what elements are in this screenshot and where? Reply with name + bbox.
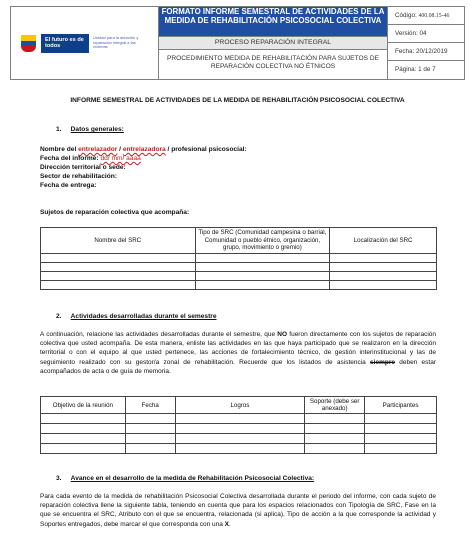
table-header: Soporte (debe ser anexado) [305, 397, 365, 414]
report-title: INFORME SEMESTRAL DE ACTIVIDADES DE LA MEDIDA DE REHABILITACIÓN PSICOSOCIAL COLECTIVA [70, 97, 405, 104]
form-title: FORMATO INFORME SEMESTRAL DE ACTIVIDADES DE LA MEDIDA DE REHABILITACIÓN PSICOSOCIAL COLECTIVA [159, 7, 387, 36]
section-3-heading: 3. Avance en el desarrollo de la medida de Rehabilitación Psicosocial Colectiva: [56, 475, 315, 482]
section-2-heading: 2. Actividades desarrolladas durante el semestre [56, 313, 217, 320]
table-header-row [41, 397, 437, 414]
table-row [41, 444, 437, 454]
table-cell[interactable] [195, 262, 330, 271]
table-header: Nombre del SRC [41, 228, 196, 254]
table-cell[interactable] [41, 280, 196, 289]
section-1-heading: 1. Datos generales: [56, 126, 124, 133]
table-cell[interactable] [305, 424, 365, 434]
section-3-paragraph: Para cada evento de la medida de rehabilitación Psicosocial Colectiva desarrollada durante el periodo del informe, con cada sujeto de reparación colectiva llene la siguiente tabla, teniendo en cuenta que para los espacios relacionados con Tipología de SRC, Fase en la que se encuentra el SRC, Atributo con el que se encuentra, relacionada (si aplica), Tipo de acción a la que corresponde la actividad y Soportes entregados, debe marcar el que corresponda con una X. [40, 493, 436, 528]
table-cell[interactable] [305, 444, 365, 454]
table-cell[interactable] [365, 434, 437, 444]
table-header: Logros [175, 397, 305, 414]
table-cell[interactable] [175, 444, 305, 454]
field-sector: Sector de rehabilitación: [40, 173, 117, 180]
table-cell[interactable] [330, 262, 437, 271]
document-header [10, 6, 465, 80]
table-cell[interactable] [125, 444, 175, 454]
field-report-date: Fecha del informe: dd/ mm/ aaaa [40, 155, 141, 162]
table-cell[interactable] [125, 414, 175, 424]
table-cell[interactable] [41, 253, 196, 262]
table-header: Objetivo de la reunión [41, 397, 126, 414]
subjects-label: Sujetos de reparación colectiva que acompaña: [40, 209, 190, 216]
field-territory: Dirección territorial o sede: [40, 164, 126, 171]
table-row [41, 414, 437, 424]
table-cell[interactable] [195, 271, 330, 280]
table-cell[interactable] [330, 253, 437, 262]
table-cell[interactable] [125, 434, 175, 444]
table-cell[interactable] [41, 434, 126, 444]
table-row [41, 271, 437, 280]
version-row: Versión: 04 [388, 25, 465, 43]
activities-table [40, 396, 437, 454]
date-row: Fecha: 20/12/2019 [388, 43, 465, 61]
table-header: Participantes [365, 397, 437, 414]
table-row [41, 434, 437, 444]
table-cell[interactable] [330, 280, 437, 289]
table-cell[interactable] [41, 271, 196, 280]
table-row [41, 253, 437, 262]
table-cell[interactable] [41, 424, 126, 434]
table-header: Tipo de SRC (Comunidad campesina o barrial, Comunidad o pueblo étnico, organización, grupo, movimiento o gremio) [195, 228, 330, 254]
field-delivery-date: Fecha de entrega: [40, 182, 97, 189]
table-cell[interactable] [195, 253, 330, 262]
table-cell[interactable] [305, 434, 365, 444]
table-cell[interactable] [365, 424, 437, 434]
procedure-name: PROCEDIMIENTO MEDIDA DE REHABILITACIÓN PARA SUJETOS DE REPARACIÓN COLECTIVA NO ÉTNICOS [166, 55, 379, 70]
table-cell[interactable] [365, 444, 437, 454]
table-row [41, 262, 437, 271]
table-cell[interactable] [125, 424, 175, 434]
table-header-row [41, 228, 437, 254]
code-row: Código: 400.08.15-46 [388, 7, 465, 25]
table-cell[interactable] [41, 414, 126, 424]
logo-block [11, 7, 159, 79]
page-row: Página: 1 de 7 [395, 66, 436, 73]
table-header: Fecha [125, 397, 175, 414]
table-header: Localización del SRC [330, 228, 437, 254]
document-codes [387, 7, 465, 79]
table-cell[interactable] [365, 414, 437, 424]
logo-subtitle: Unidad para la atención y reparación integral a las víctimas [93, 34, 139, 50]
table-cell[interactable] [330, 271, 437, 280]
table-row [41, 280, 437, 289]
table-cell[interactable] [175, 424, 305, 434]
table-cell[interactable] [41, 262, 196, 271]
process-name: PROCESO REPARACIÓN INTEGRAL [159, 36, 387, 50]
section-2-paragraph: A continuación, relacione las actividades desarrolladas durante el semestre, que NO fueron directamente con los sujetos de reparación colectiva que usted acompaña. De esta manera, enliste las actividades en las que haya participado que se realizaron en la dirección territorial o con el equipo al que usted pertenece, las acciones de fortalecimiento técnico, de gestión interinstitucional y las de seguimiento realizado con su gestor/a zonal de rehabilitación. Recuerde que los listados de asistencia siempre deben estar acompañados de acta o de guía de memoria. [40, 331, 436, 375]
table-cell[interactable] [175, 434, 305, 444]
colombia-shield-icon [21, 35, 36, 52]
table-cell[interactable] [195, 280, 330, 289]
subjects-table [40, 227, 437, 290]
field-name: Nombre del entrelazador / entrelazadora / profesional psicosocial: [40, 146, 247, 153]
table-cell[interactable] [41, 444, 126, 454]
logo-brand: El futuro es de todos [41, 34, 89, 53]
table-cell[interactable] [175, 414, 305, 424]
table-row [41, 424, 437, 434]
table-cell[interactable] [305, 414, 365, 424]
